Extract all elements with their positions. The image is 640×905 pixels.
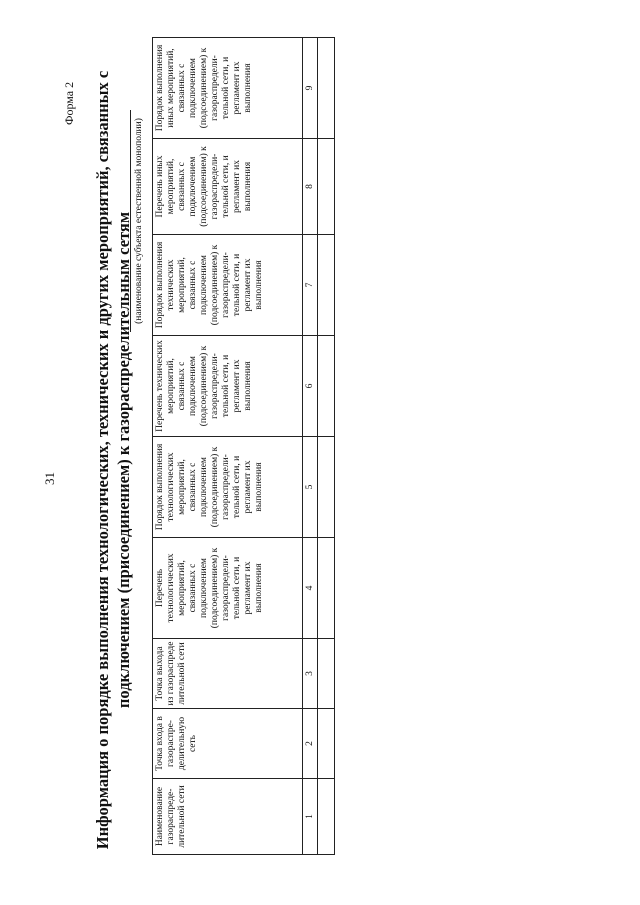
column-number-cell: 5 [303, 437, 318, 538]
header-cell: Наименование газораспреде- лительной сети [153, 779, 303, 855]
header-cell: Порядок выполнения технических мероприятий, связанных с подключением (подсоединением) к газораспредели- тельной сети, и регламент их выполнения [153, 235, 303, 336]
empty-data-cell [318, 38, 335, 139]
column-number-cell: 6 [303, 336, 318, 437]
page-number: 31 [42, 472, 57, 485]
empty-data-cell [318, 139, 335, 235]
title-line-1: Информация о порядке выполнения технологических, технических и других мероприятий, связанных с [93, 70, 112, 850]
measures-table [152, 37, 335, 855]
column-number-cell: 7 [303, 235, 318, 336]
table-row [318, 38, 335, 855]
document-title [92, 45, 134, 875]
entity-name-caption: (наименование субъекта естественной монополии) [134, 118, 144, 324]
column-number-cell: 2 [303, 709, 318, 779]
header-cell: Перечень технических мероприятий, связанных с подключением (подсоединением) к газораспредели- тельной сети, и регламент их выполнения [153, 336, 303, 437]
table-header-row [153, 38, 303, 855]
empty-data-cell [318, 709, 335, 779]
empty-data-cell [318, 538, 335, 639]
form-label: Форма 2 [62, 81, 76, 125]
header-cell: Точка входа в газораспре- делительную сеть [153, 709, 303, 779]
column-number-cell: 8 [303, 139, 318, 235]
header-cell: Перечень технологических мероприятий, связанных с подключением (подсоединением) к газораспредели- тельной сети, и регламент их выполнения [153, 538, 303, 639]
entity-name-underline [130, 110, 131, 332]
empty-data-cell [318, 336, 335, 437]
header-cell: Перечень иных мероприятий, связанных с подключением (подсоединением) к газораспредели- тельной сети, и регламент их выполнения [153, 139, 303, 235]
column-number-cell: 4 [303, 538, 318, 639]
empty-data-cell [318, 235, 335, 336]
column-number-row [303, 38, 318, 855]
empty-data-cell [318, 639, 335, 709]
column-number-cell: 9 [303, 38, 318, 139]
title-line-2: подключением (присоединением) к газораспределительным сетям [114, 211, 133, 709]
column-number-cell: 1 [303, 779, 318, 855]
empty-data-cell [318, 779, 335, 855]
header-cell: Порядок выполнения технологических мероприятий, связанных с подключением (подсоединением) к газораспредели- тельной сети, и регламент их выполнения [153, 437, 303, 538]
column-number-cell: 3 [303, 639, 318, 709]
empty-data-cell [318, 437, 335, 538]
header-cell: Порядок выполнения иных мероприятий, связанных с подключением (подсоединением) к газораспредели- тельной сети, и регламент их выполнения [153, 38, 303, 139]
header-cell: Точка выхода из газораспреде лительной сети [153, 639, 303, 709]
